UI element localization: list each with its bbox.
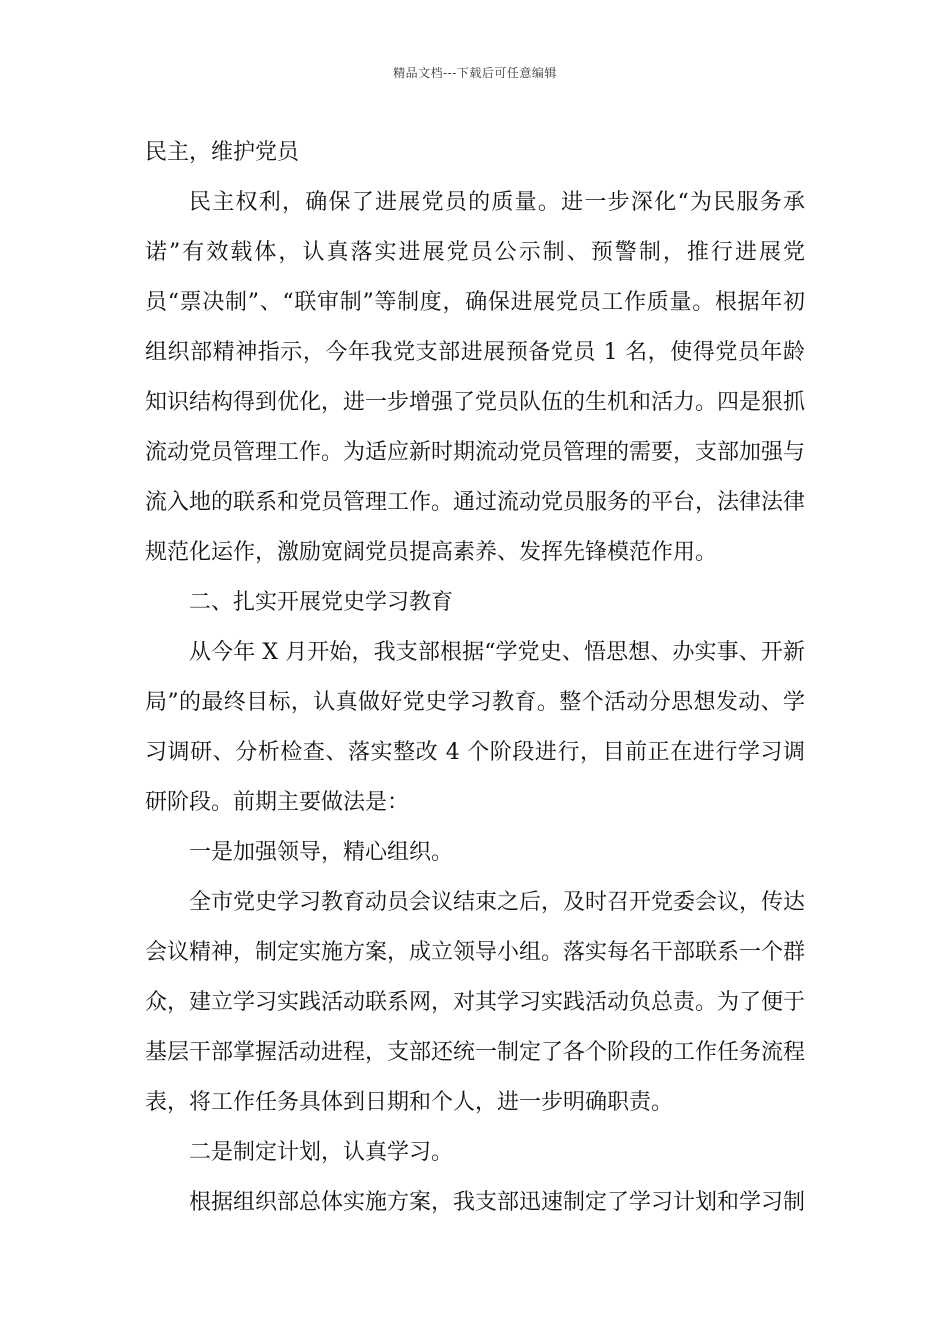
paragraph-continuation: 民主，维护党员 [145, 140, 300, 165]
subheading: 一是加强领导，精心组织。 [189, 840, 454, 865]
paragraph: 从今年 X 月开始，我支部根据“学党史、悟思想、办实事、开新局”的最终目标，认真做好党史学习教育。整个活动分思想发动、学习调研、分析检查、落实整改 4 个阶段进行，目前正在进行学习调研阶段。前期主要做法是： [145, 640, 805, 815]
document-body [145, 128, 805, 1228]
paragraph: 民主权利，确保了进展党员的质量。进一步深化“为民服务承诺”有效载体，认真落实进展党员公示制、预警制，推行进展党员“票决制”、“联审制”等制度，确保进展党员工作质量。根据年初组织部精神指示，今年我党支部进展预备党员 1 名，使得党员年龄知识结构得到优化，进一步增强了党员队伍的生机和活力。四是狠抓流动党员管理工作。为适应新时期流动党员管理的需要，支部加强与流入地的联系和党员管理工作。通过流动党员服务的平台，法律法律规范化运作，激励宽阔党员提高素养、发挥先锋模范作用。 [145, 190, 806, 565]
paragraph: 全市党史学习教育动员会议结束之后，及时召开党委会议，传达会议精神，制定实施方案，成立领导小组。落实每名干部联系一个群众，建立学习实践活动联系网，对其学习实践活动负总责。为了便于基层干部掌握活动进程，支部还统一制定了各个阶段的工作任务流程表，将工作任务具体到日期和个人，进一步明确职责。 [145, 890, 806, 1115]
page-header: 精品文档---下载后可任意编辑 [393, 66, 557, 80]
section-heading: 二、扎实开展党史学习教育 [189, 590, 454, 615]
paragraph: 根据组织部总体实施方案，我支部迅速制定了学习计划和学习制 [189, 1190, 806, 1215]
subheading: 二是制定计划，认真学习。 [189, 1140, 454, 1165]
